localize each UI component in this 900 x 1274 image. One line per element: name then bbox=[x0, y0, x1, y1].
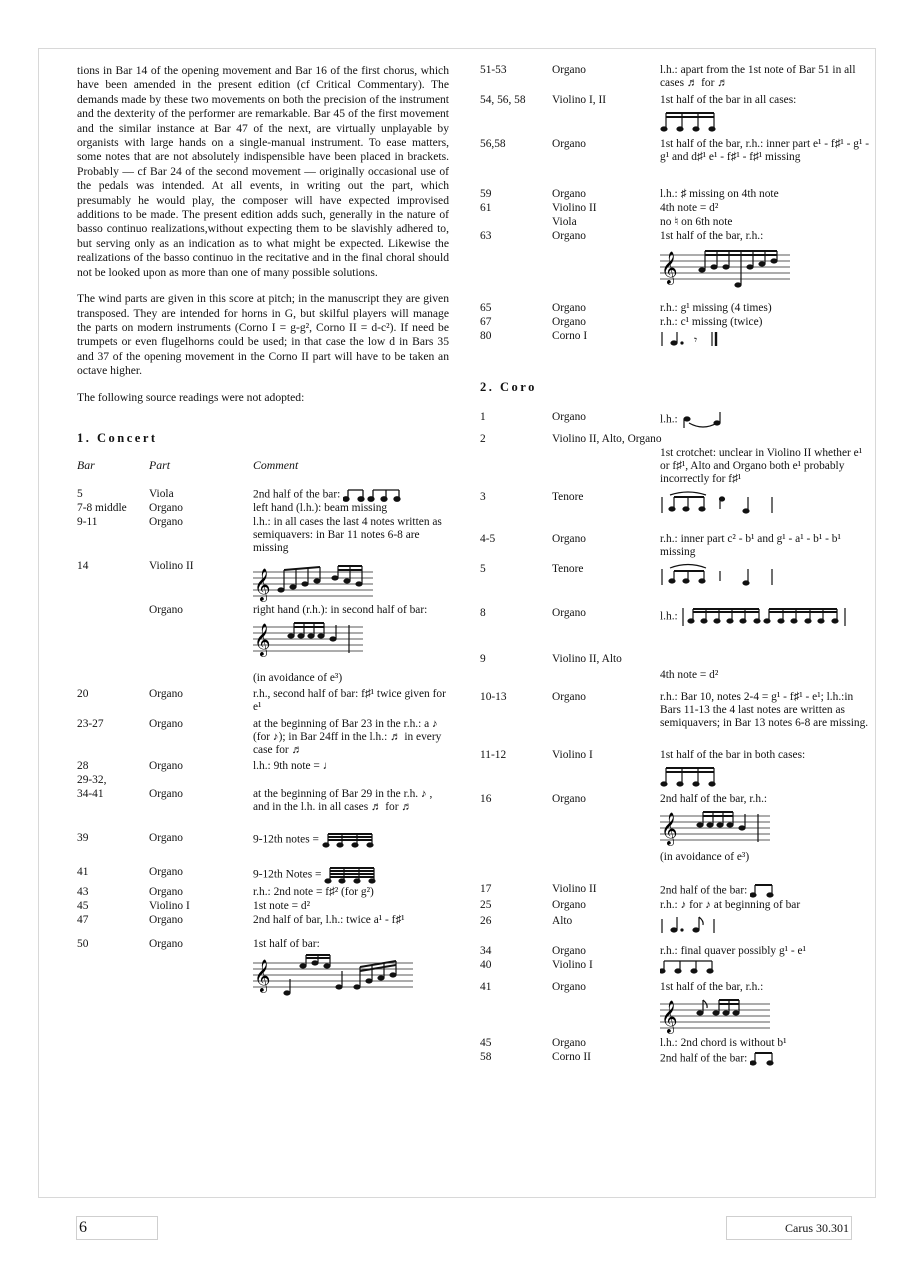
row-bar: 51-53 bbox=[480, 64, 507, 76]
row-comment bbox=[660, 883, 872, 899]
row-comment bbox=[660, 793, 872, 848]
table-row bbox=[480, 851, 875, 883]
row-part: Organo bbox=[552, 64, 586, 76]
row-comment: at the beginning of Bar 29 in the r.h. ♪ , and in the l.h. in all cases ♬ for ♬ bbox=[253, 787, 433, 813]
row-bar: 56,58 bbox=[480, 138, 506, 150]
row-comment bbox=[660, 915, 872, 939]
table-row bbox=[480, 411, 875, 433]
row-comment: l.h.: 9th note = ♩ bbox=[253, 759, 335, 772]
row-comment bbox=[660, 959, 872, 979]
row-part: Violino I bbox=[552, 749, 593, 761]
row-part: Organo bbox=[149, 515, 183, 528]
row-part: Organo bbox=[552, 981, 586, 993]
svg-text:𝄞: 𝄞 bbox=[661, 251, 678, 284]
table-row bbox=[480, 202, 875, 216]
table-row bbox=[480, 945, 875, 959]
row-comment: 1st crotchet: unclear in Violino II whether e¹ or f♯¹, Alto and Organo both e¹ probably incorrectly for f♯¹ bbox=[660, 447, 863, 485]
table-row bbox=[77, 760, 449, 774]
table-row bbox=[77, 688, 449, 718]
tied-notes-icon bbox=[681, 411, 727, 429]
row-comment: (in avoidance of e³) bbox=[660, 851, 750, 863]
comment-text: 9-12th notes = bbox=[253, 833, 319, 846]
row-part: Organo bbox=[149, 687, 183, 700]
intro-paragraph-3: The following source readings were not adopted: bbox=[77, 390, 305, 404]
row-part: Viola bbox=[552, 216, 577, 228]
note-group-icon bbox=[660, 563, 780, 587]
row-bar: 1 bbox=[480, 411, 486, 423]
table-row bbox=[480, 1037, 875, 1051]
column-headers bbox=[77, 458, 449, 474]
row-comment bbox=[253, 938, 449, 997]
row-bar: 20 bbox=[77, 687, 89, 700]
note-group-icon bbox=[660, 915, 720, 935]
row-comment: 2nd half of bar, l.h.: twice a¹ - f♯¹ bbox=[253, 913, 405, 926]
comment-text: 1st half of the bar, r.h.: bbox=[660, 230, 764, 242]
table-row bbox=[480, 533, 875, 563]
comment-text: 2nd half of the bar: bbox=[253, 488, 341, 501]
row-comment bbox=[253, 488, 449, 502]
note-group-icon bbox=[750, 1051, 778, 1067]
svg-text:𝄞: 𝄞 bbox=[254, 567, 271, 601]
row-comment: 1st note = d² bbox=[253, 899, 310, 912]
table-row bbox=[77, 886, 449, 900]
row-comment bbox=[660, 94, 872, 135]
table-row bbox=[480, 563, 875, 607]
table-row bbox=[480, 959, 875, 981]
row-comment: l.h.: ♯ missing on 4th note bbox=[660, 188, 779, 200]
row-bar: 10-13 bbox=[480, 691, 507, 703]
row-part: Organo bbox=[149, 937, 183, 950]
left-column bbox=[77, 64, 449, 1002]
row-comment: at the beginning of Bar 23 in the r.h.: a ♪ (for ♪); in Bar 24ff in the l.h.: ♬ in every case for ♬ bbox=[253, 717, 442, 756]
row-bar: 26 bbox=[480, 915, 492, 927]
row-comment: 1st half of the bar, r.h.: inner part e¹ - f♯¹ - g¹ - g¹ and d♯¹ e¹ - f♯¹ - f♯¹ missing bbox=[660, 138, 870, 163]
row-bar: 3 bbox=[480, 491, 486, 503]
row-comment bbox=[660, 607, 872, 627]
row-bar: 61 bbox=[480, 202, 492, 214]
row-comment: l.h.: in all cases the last 4 notes written as semiquavers: in Bar 11 notes 6-8 are missing bbox=[253, 515, 442, 554]
table-row bbox=[77, 788, 449, 832]
row-comment: l.h.: apart from the 1st note of Bar 51 in all cases ♬ for ♬ bbox=[660, 64, 856, 89]
music-staff-excerpt bbox=[660, 996, 770, 1034]
music-staff-excerpt bbox=[253, 562, 373, 602]
table-row bbox=[480, 883, 875, 899]
table-row bbox=[77, 718, 449, 760]
row-bar: 5 bbox=[480, 563, 486, 575]
row-bar: 2 bbox=[480, 433, 486, 445]
row-comment bbox=[660, 981, 872, 1034]
music-staff-excerpt bbox=[660, 245, 790, 291]
table-row bbox=[77, 488, 449, 502]
row-bar: 40 bbox=[480, 959, 492, 971]
row-comment: 4th note = d² bbox=[660, 669, 719, 681]
table-row bbox=[77, 604, 449, 672]
row-bar: 50 bbox=[77, 937, 89, 950]
row-bar: 41 bbox=[480, 981, 492, 993]
row-comment bbox=[660, 491, 872, 519]
row-part: Organo bbox=[149, 787, 183, 800]
row-part: Organo bbox=[552, 316, 586, 328]
comment-text: 9-12th Notes = bbox=[253, 868, 322, 881]
row-part: Alto bbox=[552, 915, 573, 927]
header-comment: Comment bbox=[253, 457, 299, 472]
row-comment bbox=[253, 866, 449, 884]
row-part: Organo bbox=[552, 899, 586, 911]
row-part: Corno II bbox=[552, 1051, 591, 1063]
row-comment: 4th note = d² bbox=[660, 202, 719, 214]
row-comment bbox=[660, 563, 872, 591]
music-staff-excerpt bbox=[660, 808, 770, 848]
row-part: Tenore bbox=[552, 491, 584, 503]
row-bar: 43 bbox=[77, 885, 89, 898]
row-comment: r.h.: 2nd note = f♯² (for g²) bbox=[253, 885, 374, 898]
row-bar: 25 bbox=[480, 899, 492, 911]
row-part: Viola bbox=[149, 487, 174, 500]
row-part: Organo bbox=[552, 691, 586, 703]
row-part: Violino II bbox=[149, 559, 194, 572]
row-part: Violino I bbox=[149, 899, 190, 912]
row-bar: 80 bbox=[480, 330, 492, 342]
table-row bbox=[480, 981, 875, 1037]
row-part: Organo bbox=[552, 793, 586, 805]
table-row bbox=[480, 138, 875, 188]
row-bar: 39 bbox=[77, 831, 89, 844]
table-row bbox=[77, 502, 449, 516]
row-comment: r.h.: final quaver possibly g¹ - e¹ bbox=[660, 945, 807, 957]
row-bar: 47 bbox=[77, 913, 89, 926]
row-part: Tenore bbox=[552, 563, 584, 575]
right-column bbox=[480, 64, 875, 1071]
table-row bbox=[480, 94, 875, 138]
row-part: Violino II bbox=[552, 883, 597, 895]
comment-text: l.h.: bbox=[660, 610, 678, 623]
beamed-notes-icon bbox=[660, 764, 720, 790]
row-part: Organo bbox=[552, 302, 586, 314]
row-comment: r.h.: g¹ missing (4 times) bbox=[660, 302, 772, 314]
row-bar: 59 bbox=[480, 188, 492, 200]
row-bar: 54, 56, 58 bbox=[480, 94, 526, 106]
comment-text: 1st half of bar: bbox=[253, 937, 320, 950]
row-part: Organo bbox=[149, 913, 183, 926]
comment-text: 2nd half of the bar: bbox=[660, 884, 748, 897]
note-group-icon bbox=[660, 330, 730, 348]
row-bar: 4-5 bbox=[480, 533, 496, 545]
table-row bbox=[480, 64, 875, 94]
table-row bbox=[77, 672, 449, 688]
row-part: Organo bbox=[552, 138, 586, 150]
row-bar: 14 bbox=[77, 559, 89, 572]
header-part: Part bbox=[149, 457, 170, 472]
table-row bbox=[77, 914, 449, 938]
table-row bbox=[480, 316, 875, 330]
comment-text: 2nd half of the bar, r.h.: bbox=[660, 793, 768, 805]
intro-paragraph-1: tions in Bar 14 of the opening movement and Bar 16 of the first chorus, which have been amended in the present edition (cf Critical Commentary). The demands made by these two movements on both the precision of the instrument and the dexterity of the performer are remarkable. Bar 45 of the first movement and the similar instance at Bar 47 of the next, are virtually unplayable by organists with large hands on a single-manual instrument. To ease matters, some notes that are not absolutely indispensible have been placed in brackets. Probably — cf Bar 24 of the second movement — originally occasional use of the pedals was intended. At all events, in writing out the part, which presumably he would play, the composer will have expected improvised additions to be made. The present edition adds such, generally in the nature of basso continuo realizations,without expecting them to be slavishly adhered to, but serving only as an indication as to what might be expected. Likewise the realizations of the basso continuo in the recitative and in the final choral should not be looked upon as more than one of many possible solutions. bbox=[77, 64, 449, 279]
music-staff-excerpt bbox=[253, 953, 413, 997]
svg-text:𝄞: 𝄞 bbox=[661, 812, 678, 845]
row-part: Organo bbox=[149, 717, 183, 730]
row-comment bbox=[660, 749, 872, 790]
row-part: Violino I bbox=[552, 959, 593, 971]
row-comment: r.h., second half of bar: f♯¹ twice given for e¹ bbox=[253, 687, 446, 713]
intro-paragraph-2: The wind parts are given in this score at pitch; in the manuscript they are given transposed. They are intended for horns in G, but skilful players will manage the parts on modern instruments (Corno I = g-g², Corno II = d-c²). If need be trumpets or even flugelhorns could be used; in that case the low d in Bars 35 and 37 of the opening movement in the Corno II part will have to be taken an octave higher. bbox=[77, 292, 449, 378]
music-staff-excerpt bbox=[253, 619, 363, 657]
row-bar: 34 bbox=[480, 945, 492, 957]
row-part: Organo bbox=[149, 865, 183, 878]
table-row bbox=[480, 1051, 875, 1071]
row-bar: 28 bbox=[77, 759, 89, 772]
row-part: Organo bbox=[552, 945, 586, 957]
catalog-number: Carus 30.301 bbox=[726, 1216, 852, 1240]
row-part: Violino II bbox=[552, 202, 597, 214]
row-comment bbox=[660, 1051, 872, 1067]
comment-text: 2nd half of the bar: bbox=[660, 1052, 748, 1065]
table-row bbox=[77, 774, 449, 788]
row-bar: 7-8 middle bbox=[77, 501, 127, 514]
row-bar: 16 bbox=[480, 793, 492, 805]
row-bar: 17 bbox=[480, 883, 492, 895]
beamed-notes-icon bbox=[322, 832, 378, 848]
row-comment: r.h.: inner part c² - b¹ and g¹ - a¹ - b¹ - b¹ missing bbox=[660, 533, 841, 558]
row-part: Corno I bbox=[552, 330, 588, 342]
table-row bbox=[480, 691, 875, 749]
row-part: Violino I, II bbox=[552, 94, 607, 106]
row-part: Organo bbox=[552, 607, 586, 619]
comment-text: 1st half of the bar in all cases: bbox=[660, 94, 797, 106]
table-row bbox=[77, 866, 449, 886]
row-part: Organo bbox=[149, 885, 183, 898]
row-comment: r.h.: ♪ for ♪ at beginning of bar bbox=[660, 899, 801, 911]
row-part: Organo bbox=[552, 533, 586, 545]
table-row bbox=[480, 433, 875, 491]
table-row bbox=[480, 216, 875, 230]
row-part: Organo bbox=[149, 603, 183, 616]
table-row bbox=[480, 188, 875, 202]
row-bar: 9-11 bbox=[77, 515, 98, 528]
comment-text: 1st half of the bar in both cases: bbox=[660, 749, 806, 761]
row-bar: 34-41 bbox=[77, 787, 104, 800]
row-comment bbox=[660, 411, 872, 429]
table-row bbox=[77, 832, 449, 866]
row-bar: 41 bbox=[77, 865, 89, 878]
header-bar: Bar bbox=[77, 457, 95, 472]
comment-text: 1st half of the bar, r.h.: bbox=[660, 981, 764, 993]
row-comment: left hand (l.h.): beam missing bbox=[253, 501, 388, 514]
row-comment bbox=[253, 560, 449, 602]
comment-text: right hand (r.h.): in second half of bar: bbox=[253, 603, 428, 616]
row-bar: 45 bbox=[77, 899, 89, 912]
row-bar: 29-32, bbox=[77, 773, 107, 786]
comment-text: l.h.: bbox=[660, 413, 678, 426]
table-row bbox=[77, 516, 449, 560]
row-bar: 8 bbox=[480, 607, 486, 619]
row-comment: l.h.: 2nd chord is without b¹ bbox=[660, 1037, 787, 1049]
section-heading-coro: 2. Coro bbox=[480, 380, 537, 394]
svg-text:𝄞: 𝄞 bbox=[254, 958, 271, 992]
table-row bbox=[480, 915, 875, 945]
svg-text:𝄞: 𝄞 bbox=[661, 1000, 678, 1033]
table-row bbox=[480, 653, 875, 691]
row-bar: 11-12 bbox=[480, 749, 507, 761]
row-bar: 9 bbox=[480, 653, 486, 665]
row-part: Violino II, Alto, Organo bbox=[552, 433, 662, 445]
note-group-icon bbox=[750, 883, 780, 899]
row-comment bbox=[253, 832, 449, 848]
row-part: Organo bbox=[552, 230, 586, 242]
table-row bbox=[480, 793, 875, 851]
note-group-icon bbox=[343, 488, 405, 502]
row-part: Violino II, Alto bbox=[552, 653, 622, 665]
page-number: 6 bbox=[76, 1216, 158, 1240]
row-bar: 67 bbox=[480, 316, 492, 328]
row-part: Organo bbox=[149, 831, 183, 844]
table-row bbox=[77, 560, 449, 604]
beamed-notes-icon bbox=[660, 109, 720, 135]
row-bar: 45 bbox=[480, 1037, 492, 1049]
table-row bbox=[480, 899, 875, 915]
row-bar: 5 bbox=[77, 487, 83, 500]
table-row bbox=[77, 900, 449, 914]
note-group-icon bbox=[660, 959, 720, 975]
row-bar: 65 bbox=[480, 302, 492, 314]
section-heading-concert: 1. Concert bbox=[77, 430, 158, 445]
table-row bbox=[77, 938, 449, 1002]
row-part: Organo bbox=[552, 1037, 586, 1049]
svg-text:𝄾: 𝄾 bbox=[694, 333, 698, 347]
row-comment: r.h.: c¹ missing (twice) bbox=[660, 316, 763, 328]
table-row bbox=[480, 230, 875, 302]
row-part: Organo bbox=[552, 411, 586, 423]
note-group-icon bbox=[660, 491, 780, 515]
row-bar: 63 bbox=[480, 230, 492, 242]
row-comment bbox=[253, 604, 449, 657]
row-bar: 58 bbox=[480, 1051, 492, 1063]
row-comment: (in avoidance of e³) bbox=[253, 671, 343, 684]
table-row bbox=[480, 491, 875, 533]
table-row bbox=[480, 607, 875, 653]
svg-text:𝄞: 𝄞 bbox=[254, 622, 271, 656]
beamed-notes-icon bbox=[324, 866, 380, 884]
row-part: Organo bbox=[552, 188, 586, 200]
row-part: Organo bbox=[149, 759, 183, 772]
beamed-notes-icon bbox=[681, 607, 847, 627]
row-comment bbox=[660, 230, 872, 291]
row-bar: 23-27 bbox=[77, 717, 104, 730]
table-row bbox=[480, 330, 875, 380]
table-row bbox=[480, 302, 875, 316]
row-comment: r.h.: Bar 10, notes 2-4 = g¹ - f♯¹ - e¹; l.h.:in Bars 11-13 the 4 last notes are written as semiquavers; in Bar 13 notes 6-8 are missing. bbox=[660, 691, 869, 729]
row-comment bbox=[660, 330, 872, 352]
table-row bbox=[480, 749, 875, 793]
row-comment: no ♮ on 6th note bbox=[660, 216, 733, 228]
row-part: Organo bbox=[149, 501, 183, 514]
